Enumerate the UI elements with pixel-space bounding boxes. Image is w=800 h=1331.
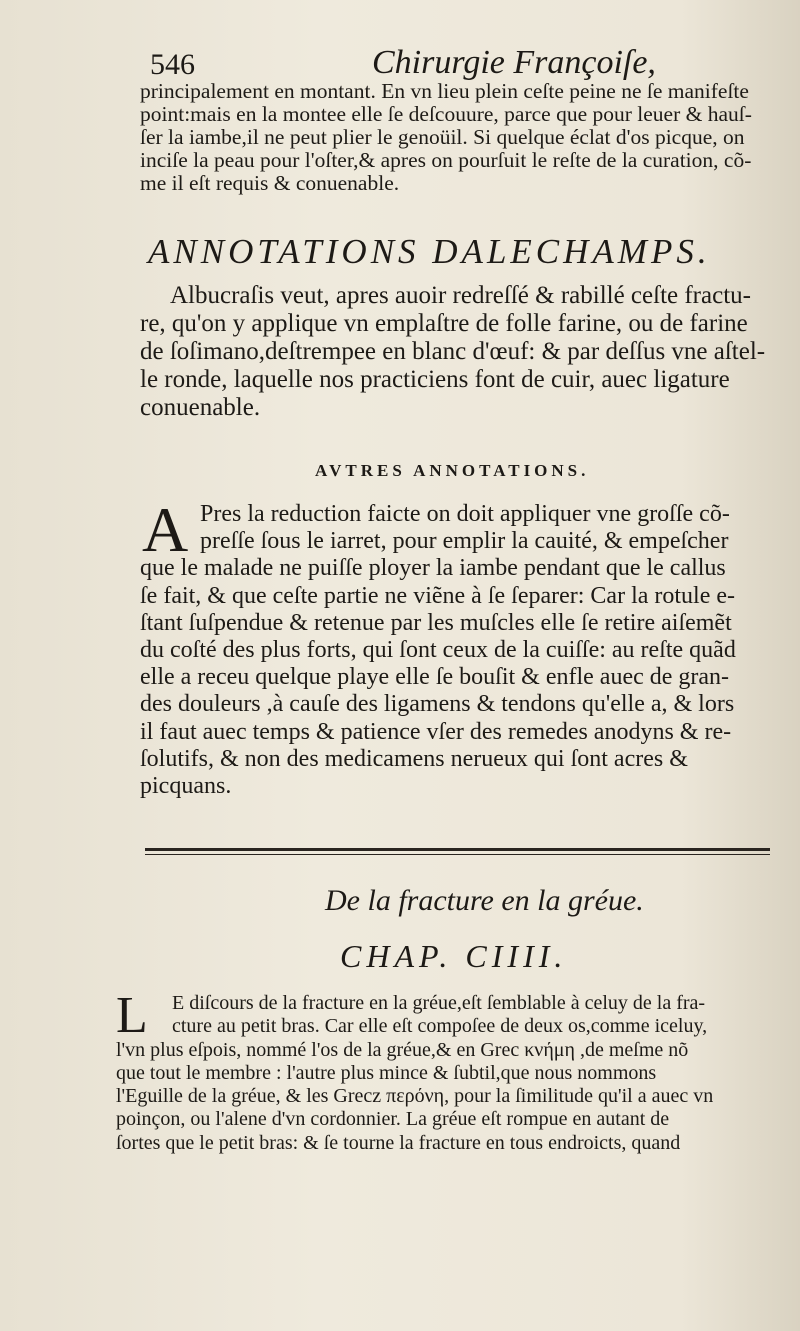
chapter-title: De la fracture en la gréue. <box>325 884 644 917</box>
section-rule-thin <box>145 854 770 855</box>
text-line: du coſté des plus forts, qui ſont ceux de la cuiſſe: au reſte quãd <box>140 637 736 664</box>
text-line: que le malade ne puiſſe ployer la iambe pendant que le callus <box>140 555 726 582</box>
section-rule <box>145 848 770 851</box>
running-title: Chirurgie Françoiſe, <box>372 44 656 81</box>
text-line: me il eſt requis & conuenable. <box>140 172 400 195</box>
text-line: Pres la reduction faicte on doit appliquer vne groſſe cõ- <box>200 501 730 527</box>
page-number: 546 <box>150 48 195 81</box>
text-line: l'vn plus eſpois, nommé l'os de la gréue,& en Grec κνήμη ,de meſme nõ <box>116 1038 689 1061</box>
other-annotations-paragraph <box>140 501 770 800</box>
annotations-heading: ANNOTATIONS DALECHAMPS. <box>148 232 711 271</box>
annotations-paragraph <box>140 282 770 422</box>
text-line: ſortes que le petit bras: & ſe tourne la fracture en tous endroicts, quand <box>116 1131 681 1154</box>
text-line: ſe fait, & que ceſte partie ne viẽne à ſe ſeparer: Car la rotule e- <box>140 582 736 609</box>
text-line: ſolutifs, & non des medicamens nerueux qui ſont acres & <box>140 745 688 772</box>
text-line: de ſoſimano,deſtrempee en blanc d'œuf: & par deſſus vne aſtel- <box>140 338 766 365</box>
text-line: re, qu'on y applique vn emplaſtre de folle farine, ou de farine <box>140 310 748 337</box>
text-line: picquans. <box>140 773 232 800</box>
drop-cap: L <box>116 987 148 1044</box>
paragraph-continuation <box>140 80 770 195</box>
text-line: il faut auec temps & patience vſer des remedes anodyns & re- <box>140 718 732 745</box>
chapter-paragraph <box>116 987 796 1155</box>
text-line: conuenable. <box>140 394 261 421</box>
text-line: l'Eguille de la gréue, & les Grecz περόνη, pour la ſimilitude qu'il a auec vn <box>116 1085 714 1108</box>
text-line: E diſcours de la fracture en la gréue,eſt ſemblable à celuy de la fra- <box>172 992 706 1014</box>
text-line: inciſe la peau pour l'oſter,& apres on pourſuit le reſte de la curation, cõ- <box>140 149 752 172</box>
other-annotations-heading: AVTRES ANNOTATIONS. <box>315 461 590 480</box>
text-line: que tout le membre : l'autre plus mince & ſubtil,que nous nommons <box>116 1061 657 1084</box>
text-line: preſſe ſous le iarret, pour emplir la cauité, & empeſcher <box>200 528 729 555</box>
text-line: ſer la iambe,il ne peut plier le genoüil. Si quelque éclat d'os picque, on <box>140 126 745 149</box>
text-line: elle a receu quelque playe elle ſe bouſit & enfle auec de gran- <box>140 664 730 691</box>
text-line: des douleurs ,à cauſe des ligamens & tendons qu'elle a, & lors <box>140 691 735 718</box>
text-line: cture au petit bras. Car elle eſt compoſee de deux os,comme iceluy, <box>172 1015 708 1038</box>
text-line: Albucraſis veut, apres auoir redreſſé & rabillé ceſte fractu- <box>170 282 751 309</box>
drop-cap: A <box>142 494 189 565</box>
text-line: point:mais en la montee elle ſe deſcouure, parce que pour leuer & hauſ- <box>140 103 752 126</box>
text-line: poinçon, ou l'alene d'vn cordonnier. La gréue eſt rompue en autant de <box>116 1108 670 1131</box>
text-line: principalement en montant. En vn lieu plein ceſte peine ne ſe manifeſte <box>140 80 749 103</box>
text-line: le ronde, laquelle nos practiciens font de cuir, auec ligature <box>140 366 730 393</box>
chapter-number: CHAP. CIIII. <box>340 938 568 974</box>
text-line: ſtant ſuſpendue & retenue par les muſcles elle ſe retire aiſemẽt <box>140 609 732 636</box>
